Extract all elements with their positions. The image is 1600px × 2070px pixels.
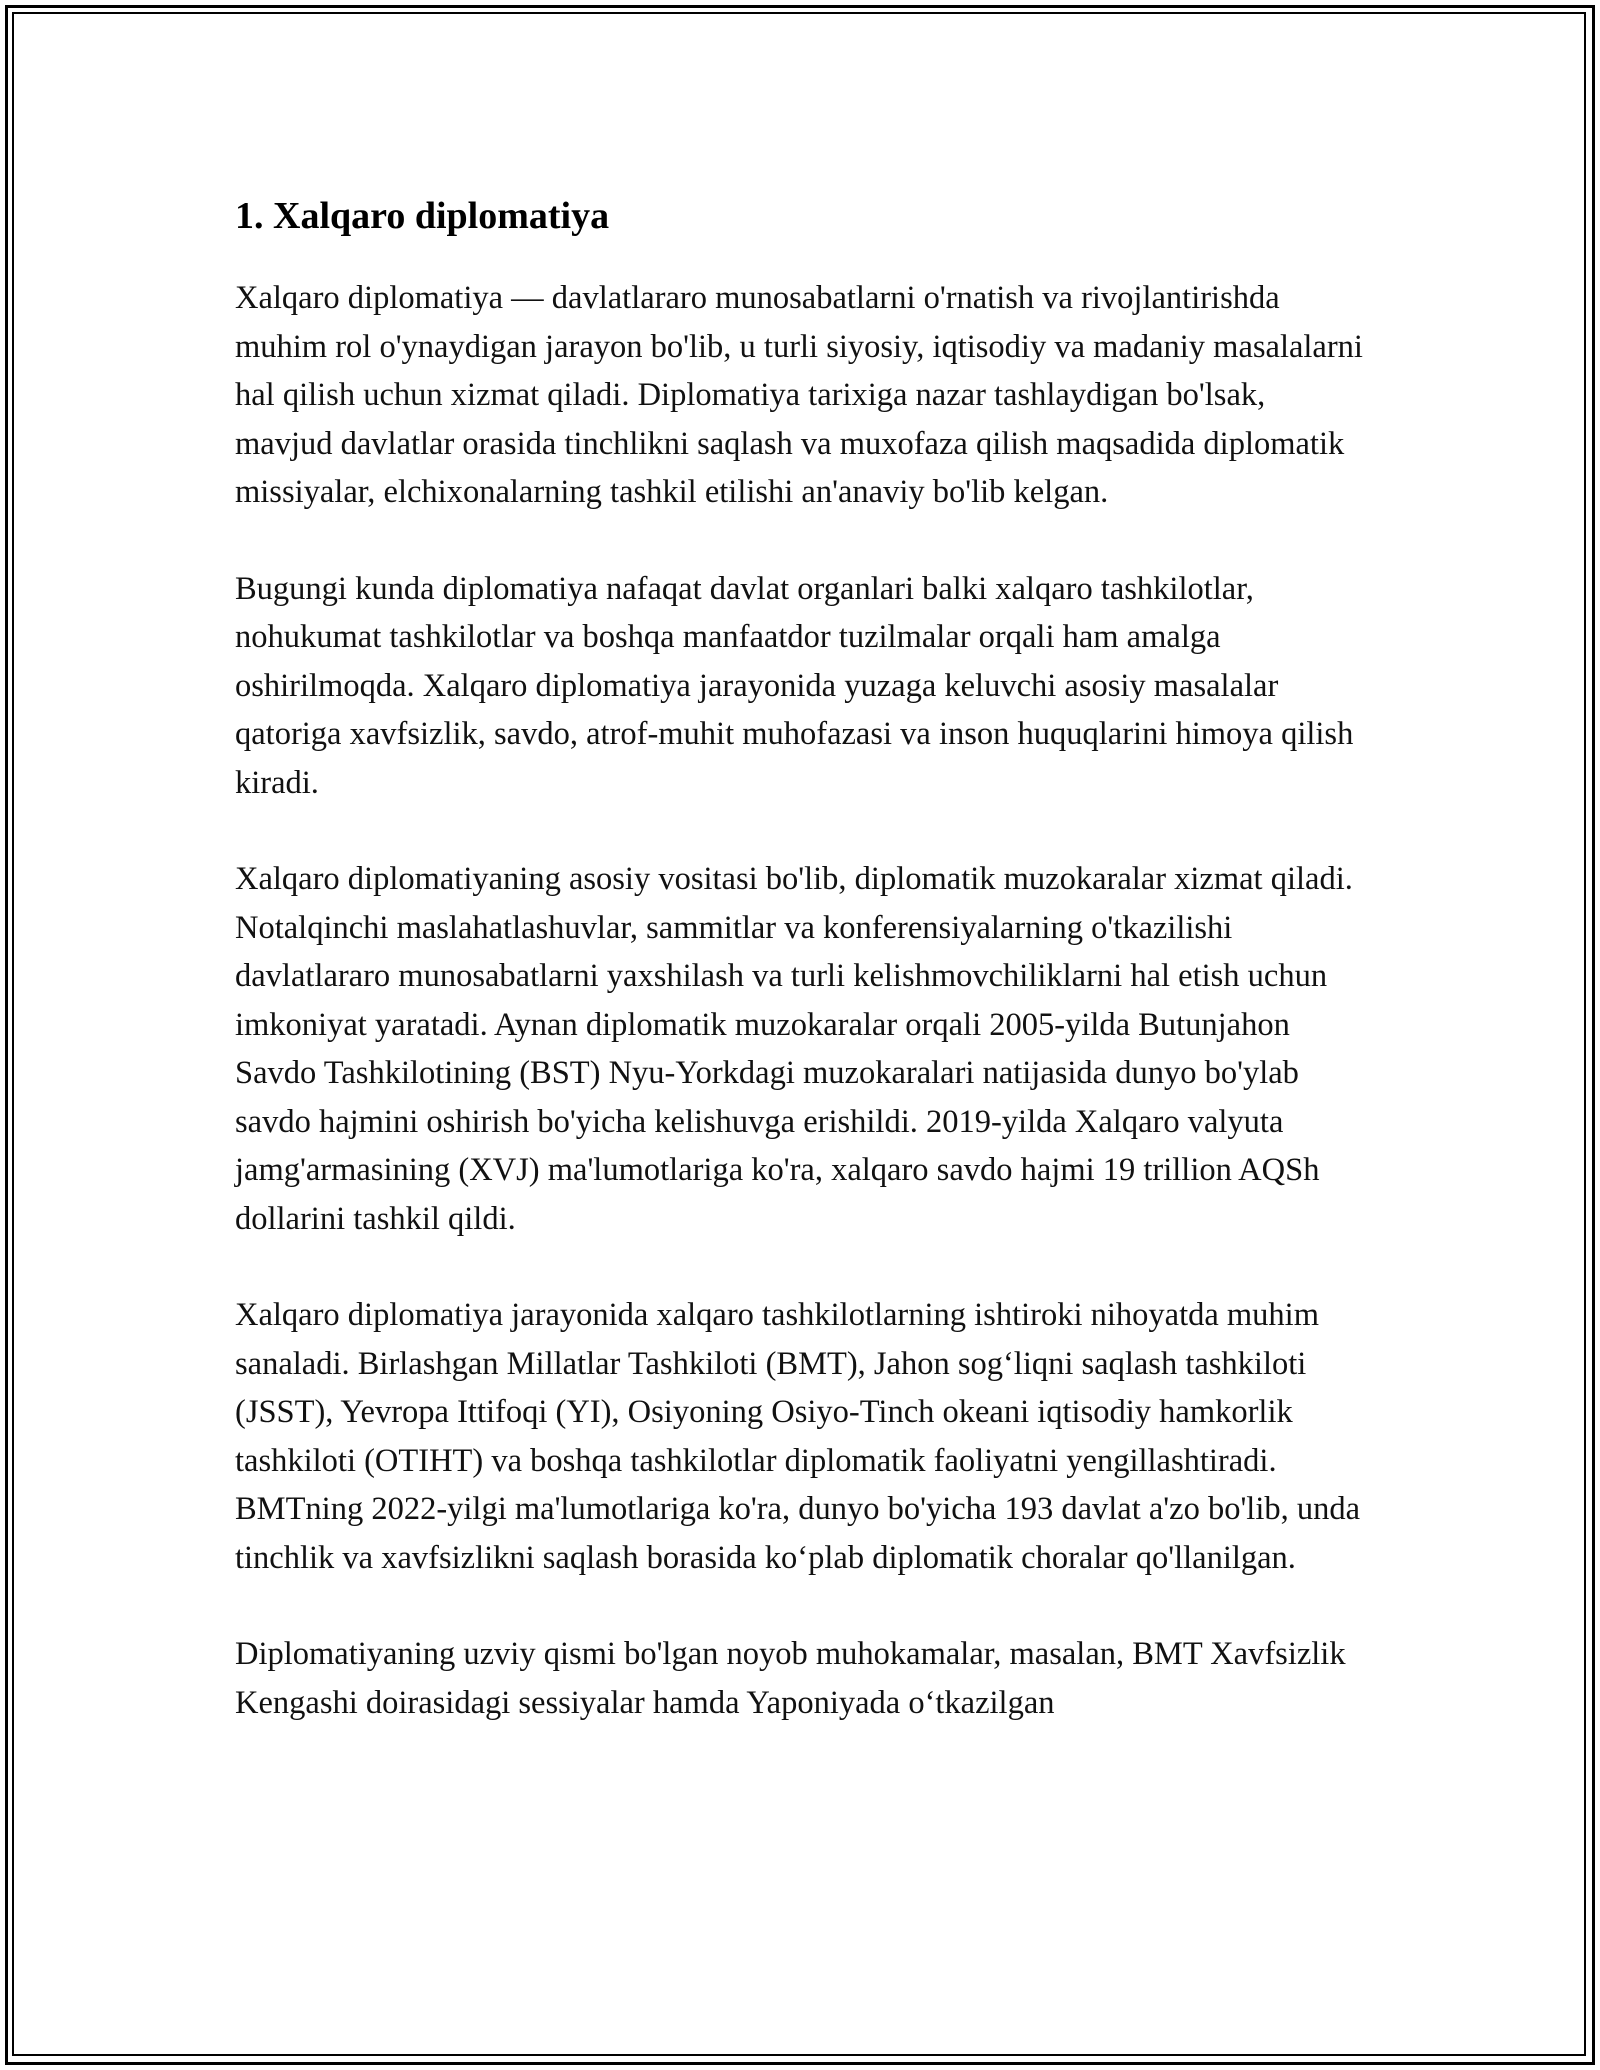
paragraph-1: Xalqaro diplomatiya — davlatlararo munosabatlarni o'rnatish va rivojlantirishda muhim rol o'ynaydigan jarayon bo'lib, u turli siyosiy, iqtisodiy va madaniy masalalarni hal qilish uchun xizmat qiladi. Diplomatiya tarixiga nazar tashlaydigan bo'lsak, mavjud davlatlar orasida tinchlikni saqlash va muxofaza qilish maqsadida diplomatik missiyalar, elchixonalarning tashkil etilishi an'anaviy bo'lib kelgan. (235, 280, 1363, 510)
paragraph-2: Bugungi kunda diplomatiya nafaqat davlat organlari balki xalqaro tashkilotlar, nohukumat tashkilotlar va boshqa manfaatdor tuzilmalar orqali ham amalga oshirilmoqda. Xalqaro diplomatiya jarayonida yuzaga keluvchi asosiy masalalar qatoriga xavfsizlik, savdo, atrof-muhit muhofazasi va inson huquqlarini himoya qilish kiradi. (235, 570, 1354, 801)
paragraph-4: Xalqaro diplomatiya jarayonida xalqaro tashkilotlarning ishtiroki nihoyatda muhim sanaladi. Birlashgan Millatlar Tashkiloti (BMT), Jahon sog‘liqni saqlash tashkiloti (JSST), Yevropa Ittifoqi (YI), Osiyoning Osiyo-Tinch okeani iqtisodiy hamkorlik tashkiloti (OTIHT) va boshqa tashkilotlar diplomatik faoliyatni yengillashtiradi. BMTning 2022-yilgi ma'lumotlariga ko'ra, dunyo bo'yicha 193 davlat a'zo bo'lib, unda tinchlik va xavfsizlikni saqlash borasida ko‘plab diplomatik choralar qo'llanilgan. (235, 1297, 1361, 1576)
document-body (235, 188, 1370, 1775)
paragraph-5: Diplomatiyaning uzviy qismi bo'lgan noyob muhokamalar, masalan, BMT Xavfsizlik Kengashi doirasidagi sessiyalar hamda Yaponiyada o‘tkazilgan (235, 1636, 1346, 1721)
section-heading: 1. Xalqaro diplomatiya (235, 195, 610, 237)
paragraph-3: Xalqaro diplomatiyaning asosiy vositasi bo'lib, diplomatik muzokaralar xizmat qiladi. Notalqinchi maslahatlashuvlar, sammitlar va konferensiyalarning o'tkazilishi davlatlararo munosabatlarni yaxshilash va turli kelishmovchiliklarni hal etish uchun imkoniyat yaratadi. Aynan diplomatik muzokaralar orqali 2005-yilda Butunjahon Savdo Tashkilotining (BST) Nyu-Yorkdagi muzokaralari natijasida dunyo bo'ylab savdo hajmini oshirish bo'yicha kelishuvga erishildi. 2019-yilda Xalqaro valyuta jamg'armasining (XVJ) ma'lumotlariga ko'ra, xalqaro savdo hajmi 19 trillion AQSh dollarini tashkil qildi. (235, 861, 1353, 1237)
